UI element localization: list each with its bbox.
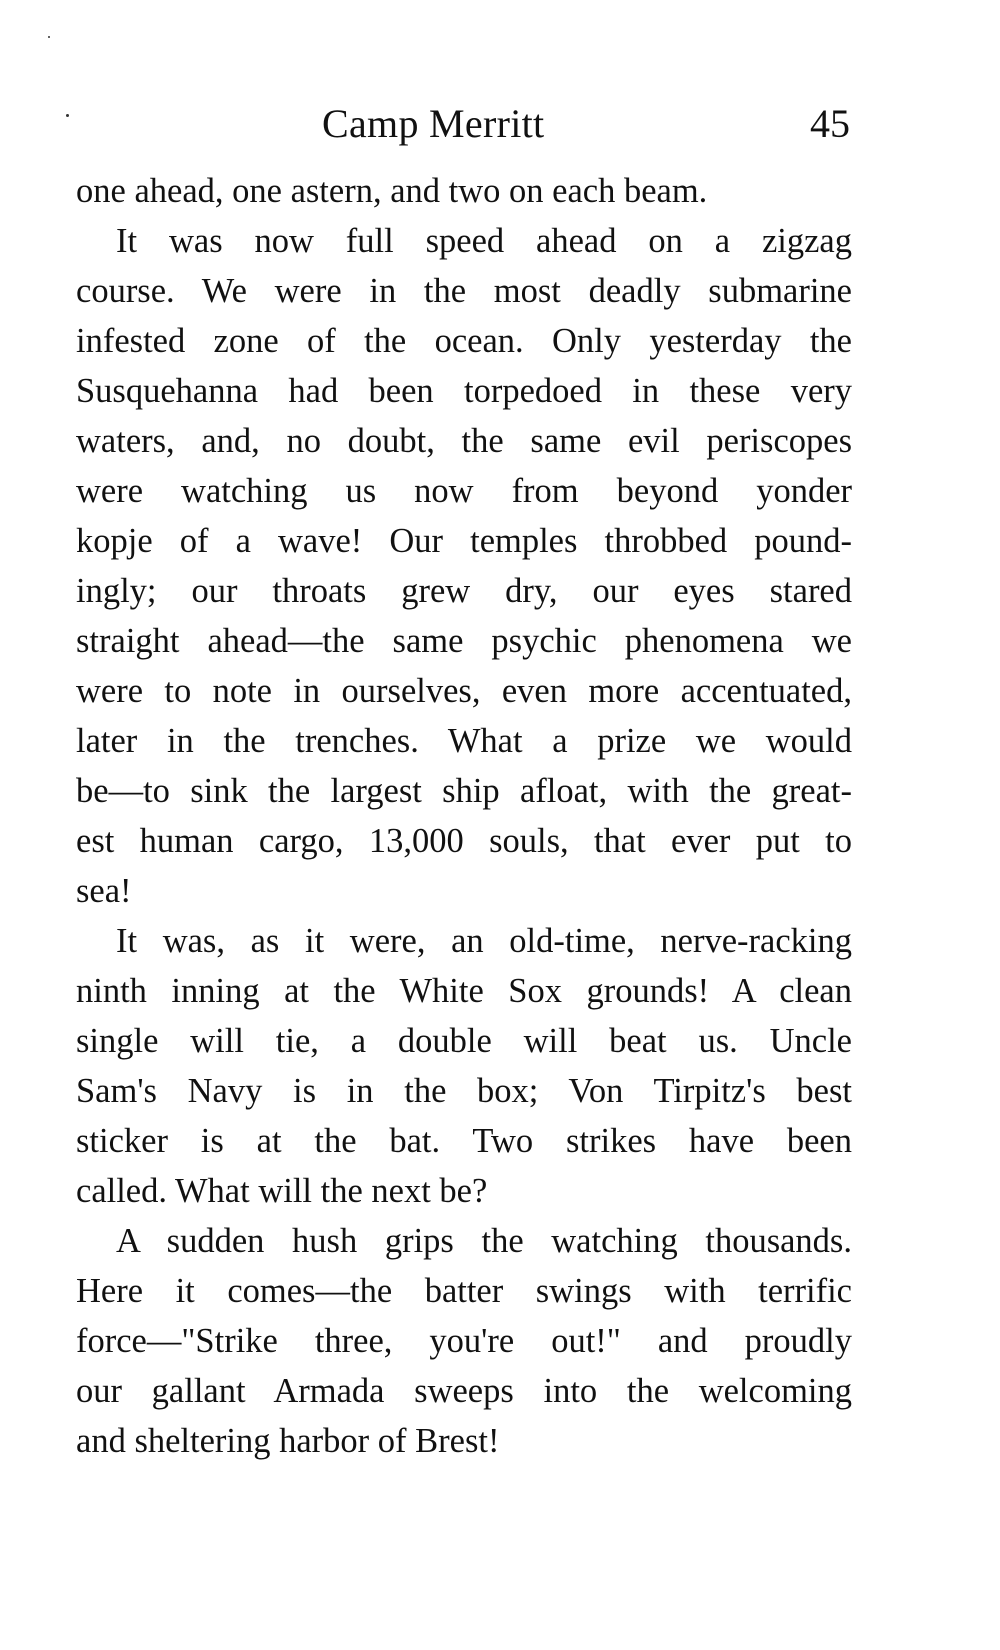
text-line: single will tie, a double will beat us. Uncle (76, 1022, 852, 1060)
text-line: our gallant Armada sweeps into the welcoming (76, 1372, 852, 1410)
paragraph (76, 216, 852, 916)
text-line: called. What will the next be? (76, 1172, 488, 1210)
paragraph (76, 166, 852, 216)
running-head (0, 96, 1000, 156)
text-line: ingly; our throats grew dry, our eyes stared (76, 572, 852, 610)
text-line: waters, and, no doubt, the same evil periscopes (76, 422, 852, 460)
text-line: were to note in ourselves, even more accentuated, (76, 672, 852, 710)
text-line: later in the trenches. What a prize we would (76, 722, 852, 760)
text-line: Sam's Navy is in the box; Von Tirpitz's best (76, 1072, 852, 1110)
text-line: It was now full speed ahead on a zigzag (116, 222, 852, 260)
text-line: sticker is at the bat. Two strikes have been (76, 1122, 852, 1160)
text-line: be—to sink the largest ship afloat, with the great- (76, 772, 852, 810)
print-speck (48, 36, 50, 38)
page-number: 45 (810, 101, 850, 146)
text-line: kopje of a wave! Our temples throbbed pound- (76, 522, 852, 560)
text-line: A sudden hush grips the watching thousands. (116, 1222, 852, 1260)
text-line: Susquehanna had been torpedoed in these very (76, 372, 852, 410)
paragraph (76, 1216, 852, 1466)
text-line: force—"Strike three, you're out!" and proudly (76, 1322, 852, 1360)
text-line: straight ahead—the same psychic phenomena we (76, 622, 852, 660)
running-title: Camp Merritt (322, 101, 545, 146)
body-text (76, 166, 852, 1466)
text-line: were watching us now from beyond yonder (76, 472, 852, 510)
text-line: one ahead, one astern, and two on each beam. (76, 172, 708, 210)
text-line: est human cargo, 13,000 souls, that ever put to (76, 822, 852, 860)
text-line: Here it comes—the batter swings with terrific (76, 1272, 852, 1310)
text-line: It was, as it were, an old-time, nerve-racking (116, 922, 852, 960)
text-line: sea! (76, 872, 132, 910)
paragraph (76, 916, 852, 1216)
text-line: infested zone of the ocean. Only yesterday the (76, 322, 852, 360)
text-line: ninth inning at the White Sox grounds! A clean (76, 972, 852, 1010)
text-line: course. We were in the most deadly submarine (76, 272, 852, 310)
text-line: and sheltering harbor of Brest! (76, 1422, 500, 1460)
